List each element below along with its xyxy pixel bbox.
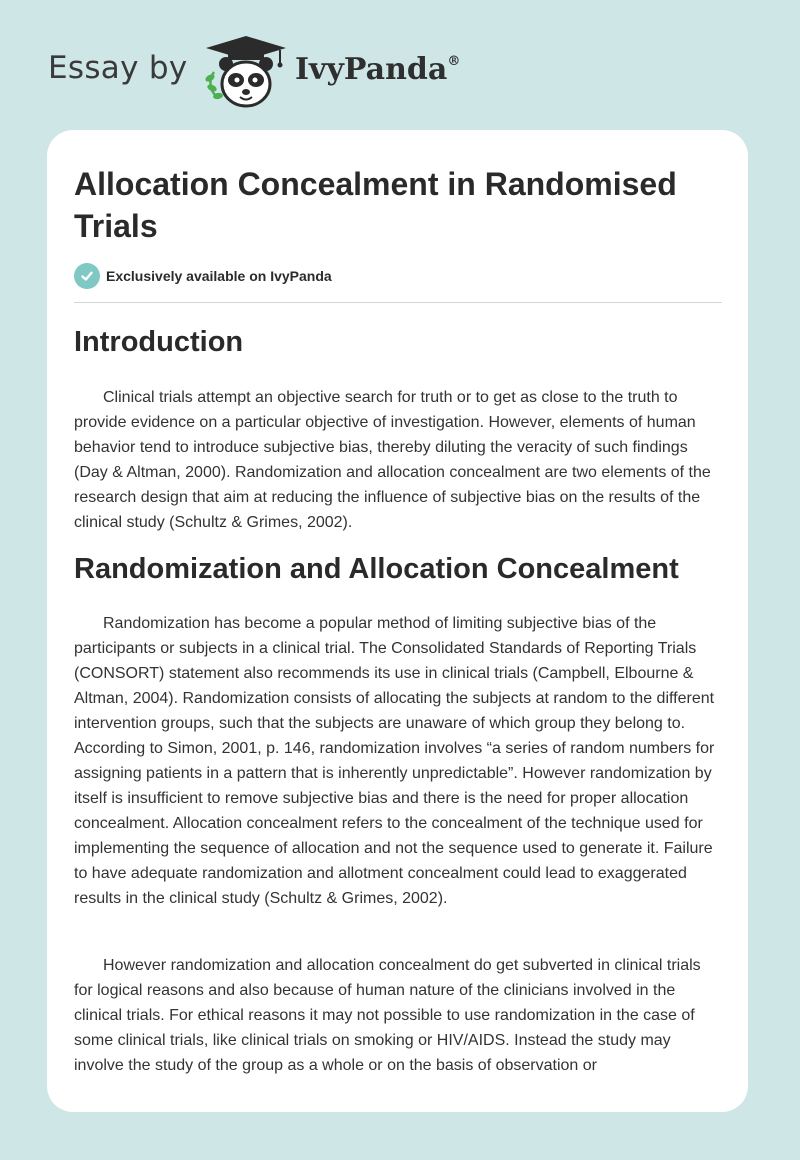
paragraph: However randomization and allocation concealment do get subverted in clinical trials for logical reasons and also because of human nature of the clinicians involved in the clinical trials. For ethical reasons it may not possible to use randomization in the case of some clinical trials, like clinical trials on smoking or HIV/AIDS. Instead the study may involve the study of the group as a whole or on the basis of observation or <box>74 957 701 1074</box>
exclusive-badge <box>74 263 332 289</box>
brand-text: IvyPanda <box>295 52 448 87</box>
paragraph: Randomization has become a popular method of limiting subjective bias of the participants or subjects in a clinical trial. The Consolidated Standards of Reporting Trials (CONSORT) statement also recommends its use in clinical trials (Campbell, Elbourne & Altman, 2004). Randomization consists of allocating the subjects at random to the different intervention groups, such that the subjects are unaware of which group they belong to. According to Simon, 2001, p. 146, randomization involves “a series of random numbers for assigning patients in a pattern that is inherently unpredictable”. However randomization by itself is insufficient to remove subjective bias and there is the need for proper allocation concealment. Allocation concealment refers to the concealment of the technique used for implementing the sequence of allocation and not the sequence used to generate it. Failure to have adequate randomization and allotment concealment could lead to exaggerated results in the clinical study (Schultz & Grimes, 2002). <box>74 615 715 907</box>
article-title: Allocation Concealment in Randomised Trials <box>74 166 677 244</box>
section-heading-introduction: Introduction <box>74 326 244 358</box>
essay-by-label: Essay by <box>48 50 188 86</box>
divider <box>74 302 722 303</box>
paragraph: Clinical trials attempt an objective search for truth or to get as close to the truth to provide evidence on a particular objective of investigation. However, elements of human behavior tend to introduce subjective bias, thereby diluting the veracity of such findings (Day & Altman, 2000). Randomization and allocation concealment are two elements of the research design that aim at reducing the influence of subjective bias on the results of the clinical study (Schultz & Grimes, 2002). <box>74 389 711 531</box>
check-icon <box>74 263 100 289</box>
article-card <box>47 130 748 1112</box>
exclusive-label: Exclusively available on IvyPanda <box>106 268 332 284</box>
site-header <box>0 0 800 130</box>
registered-mark: ® <box>447 54 461 69</box>
section-heading-randomization: Randomization and Allocation Concealment <box>74 553 679 585</box>
brand-name[interactable] <box>295 52 460 87</box>
panda-logo-icon[interactable] <box>200 34 292 110</box>
